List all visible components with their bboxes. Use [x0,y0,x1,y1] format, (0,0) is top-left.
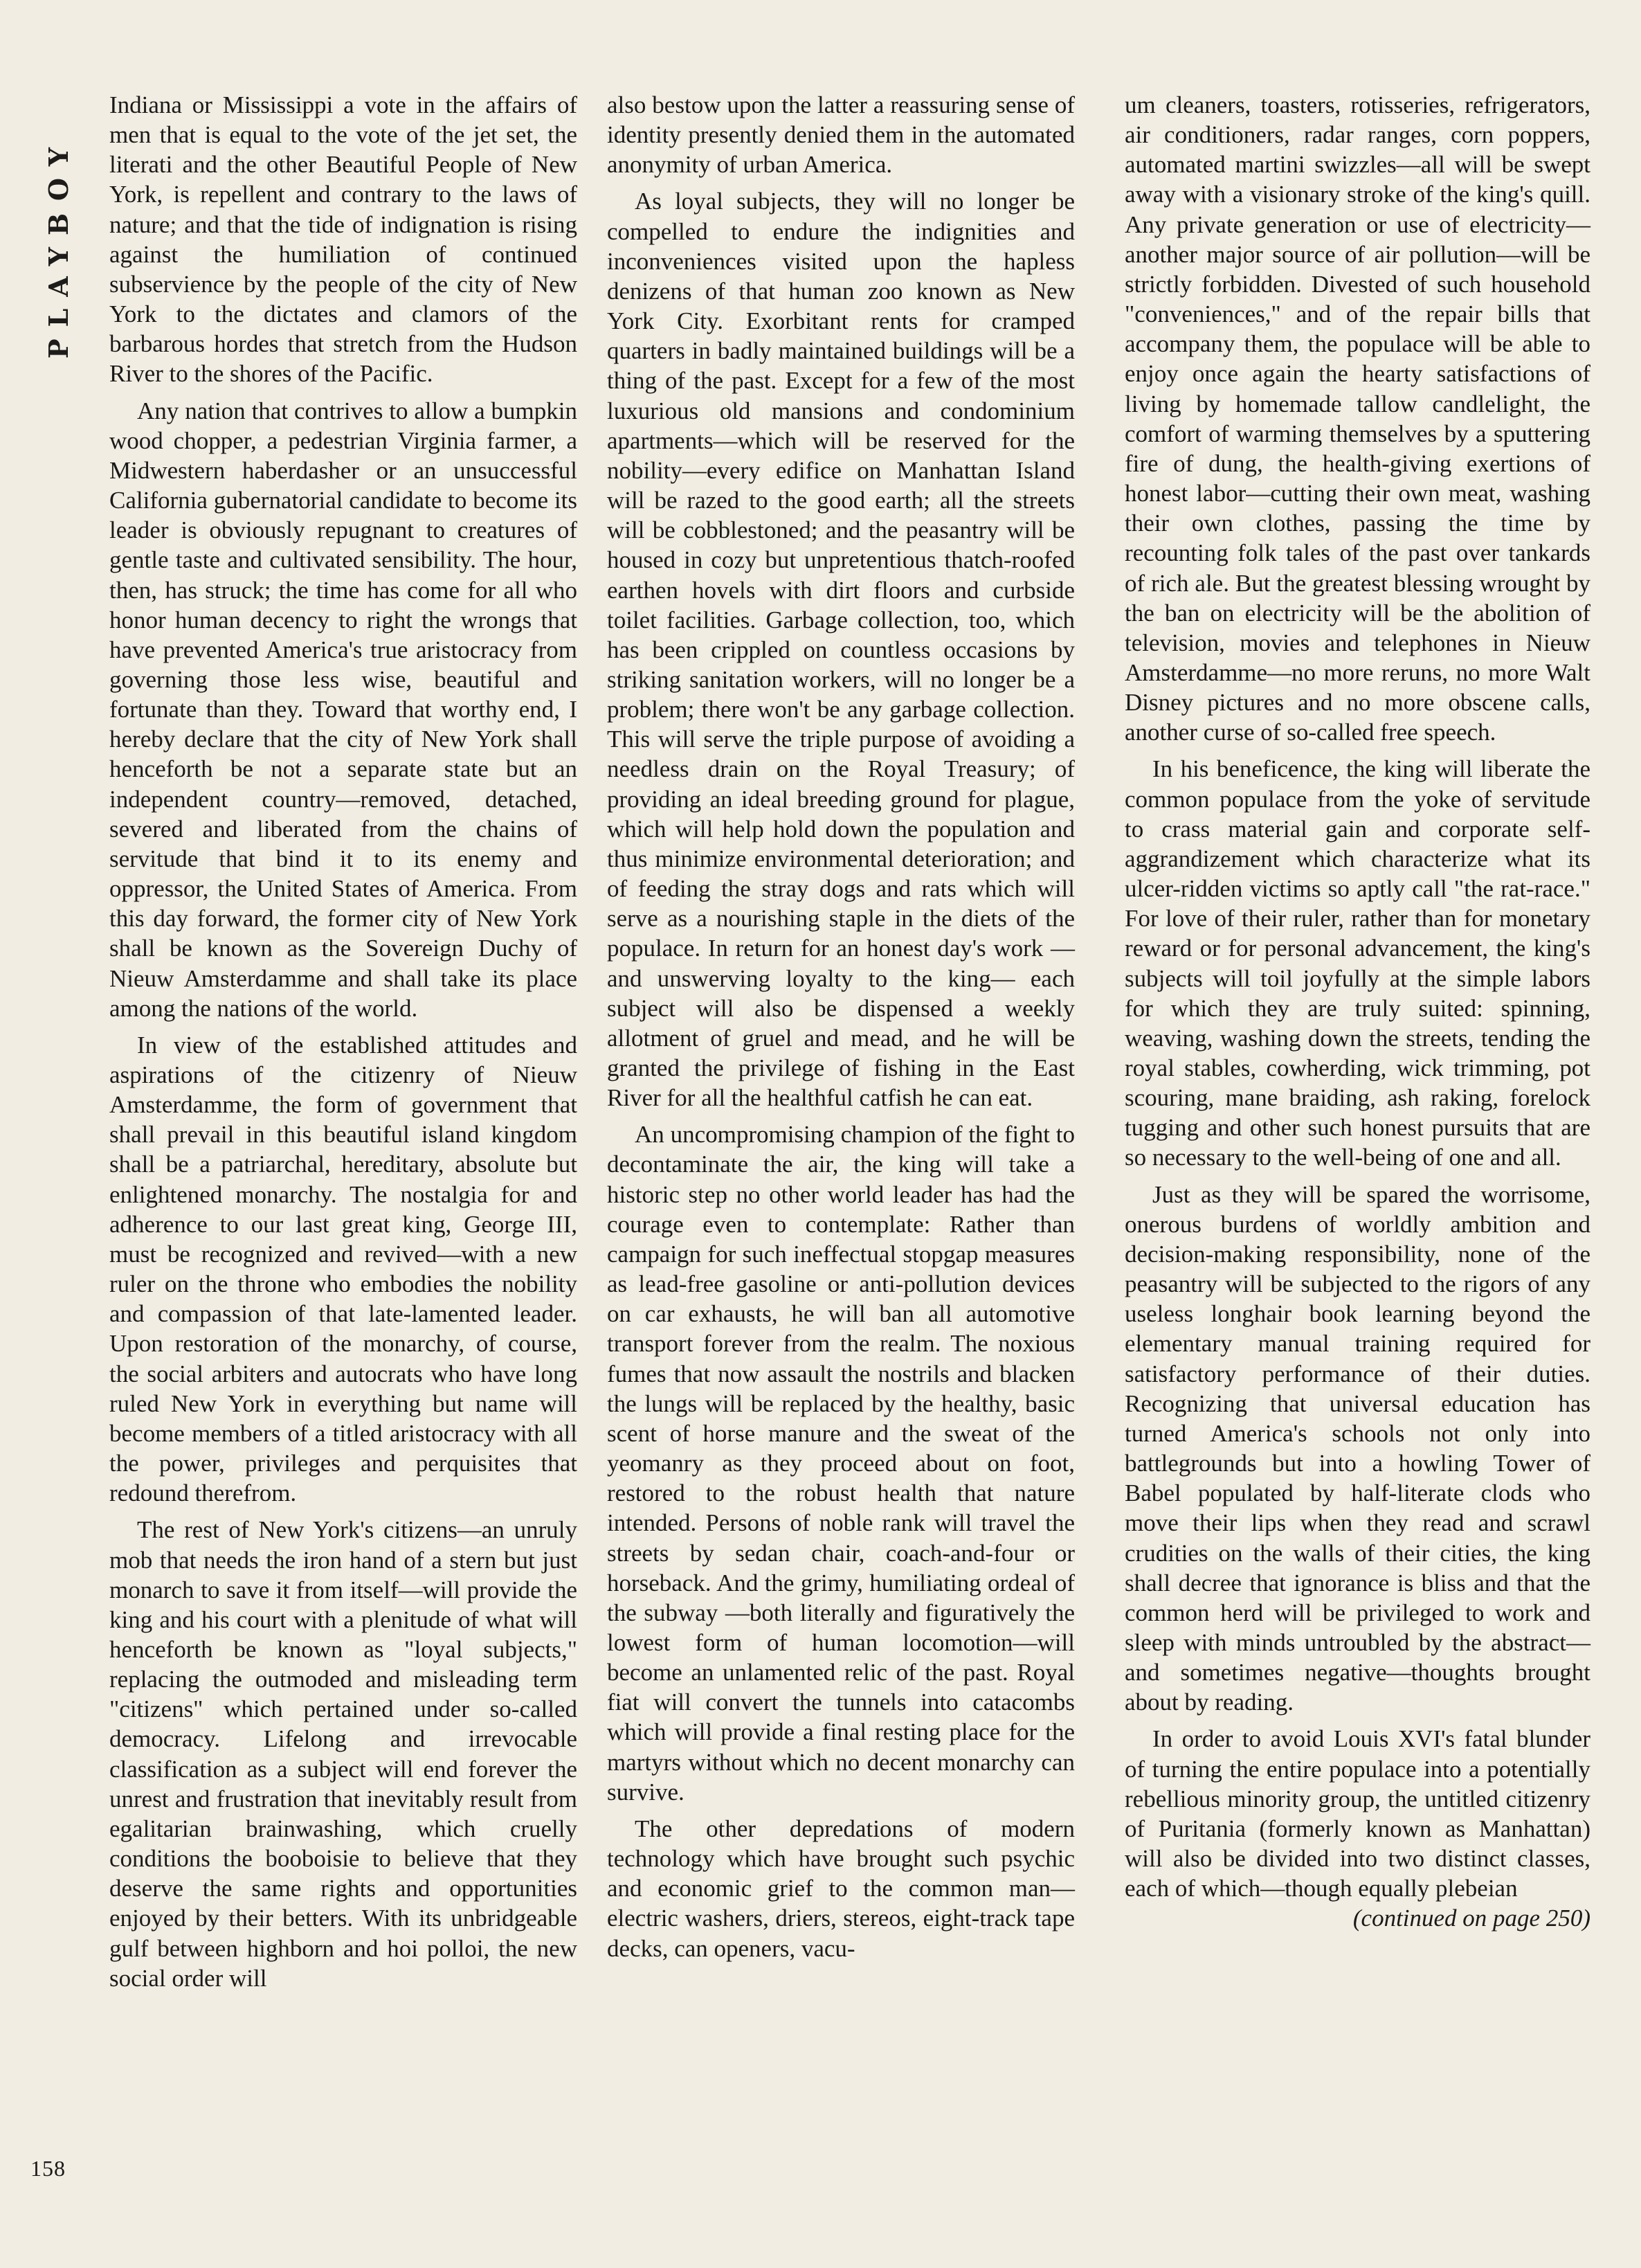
paragraph: In view of the established attitudes and aspirations of the citizenry of Nieuw Amsterdamme, the form of government that shall prevail in this beautiful island kingdom shall be a patriarchal, hereditary, absolute but enlightened monarchy. The nostalgia for and adherence to our last great king, George III, must be recognized and revived—with a new ruler on the throne who embodies the nobility and compassion of that late-lamented leader. Upon restoration of the monarchy, of course, the social arbiters and autocrats who have long ruled New York in everything but name will become members of a titled aristocracy with all the power, privileges and perquisites that redound therefrom. [109,1031,577,1507]
paragraph: also bestow upon the latter a reassuring sense of identity presently denied them in the automated anonymity of urban America. [607,91,1075,179]
paragraph: In his beneficence, the king will liberate the common populace from the yoke of servitude to crass material gain and corporate self-aggrandizement which characterize what its ulcer-ridden victims so aptly call "the rat-race." For love of their ruler, rather than for monetary reward or for personal advancement, the king's subjects will toil joyfully at the simple labors for which they are truly suited: spinning, weaving, washing down the streets, tending the royal stables, cowherding, wick trimming, pot scouring, mane braiding, ash raking, forelock tugging and other such honest pursuits that are so necessary to the well-being of one and all. [1125,755,1590,1171]
column-1 [109,90,577,1993]
page-number: 158 [30,2156,66,2181]
paragraph: The rest of New York's citizens—an unruly mob that needs the iron hand of a stern but just monarch to save it from itself—will provide the king and his court with a plenitude of what will henceforth be known as "loyal subjects," replacing the outmoded and misleading term "citizens" which pertained under so-called democracy. Lifelong and irrevocable classification as a subject will end forever the unrest and frustration that inevitably result from egalitarian brainwashing, which cruelly conditions the booboisie to believe that they deserve the same rights and opportunities enjoyed by their betters. With its unbridgeable gulf between highborn and hoi polloi, the new social order will [109,1516,577,1992]
column-3 [1125,90,1590,1934]
paragraph: An uncompromising champion of the fight to decontaminate the air, the king will take a historic step no other world leader has had the courage even to contemplate: Rather than campaign for such ineffectual stopgap measures as lead-free gasoline or anti-pollution devices on car exhausts, he will ban all automotive transport forever from the realm. The noxious fumes that now assault the nostrils and blacken the lungs will be replaced by the healthy, basic scent of horse manure and the sweat of the yeomanry as they proceed about on foot, restored to the robust health that nature intended. Persons of noble rank will travel the streets by sedan chair, coach-and-four or horseback. And the grimy, humiliating ordeal of the subway —both literally and figuratively the lowest form of human locomotion—will become an unlamented relic of the past. Royal fiat will convert the tunnels into catacombs which will provide a final resting place for the martyrs without which no decent monarchy can survive. [607,1121,1075,1806]
column-2 [607,90,1075,1963]
paragraph: The other depredations of modern technology which have brought such psychic and economic grief to the common man—electric washers, driers, stereos, eight-track tape decks, can openers, vacu- [607,1815,1075,1962]
paragraph: Any nation that contrives to allow a bumpkin wood chopper, a pedestrian Virginia farmer, a Midwestern haberdasher or an unsuccessful California gubernatorial candidate to become its leader is obviously repugnant to creatures of gentle taste and cultivated sensibility. The hour, then, has struck; the time has come for all who honor human decency to right the wrongs that have prevented America's true aristocracy from governing those less wise, beautiful and fortunate than they. Toward that worthy end, I hereby declare that the city of New York shall henceforth be not a separate state but an independent country—removed, detached, severed and liberated from the chains of servitude that bind it to its enemy and oppressor, the United States of America. From this day forward, the former city of New York shall be known as the Sovereign Duchy of Nieuw Amsterdamme and shall take its place among the nations of the world. [109,397,577,1022]
masthead-text: PLAYBOY [43,135,74,359]
continued-note: (continued on page 250) [1352,1905,1590,1932]
paragraph: In order to avoid Louis XVI's fatal blunder of turning the entire populace into a potentially rebellious minority group, the untitled citizenry of Puritania (formerly known as Manhattan) will also be divided into two distinct classes, each of which—though equally plebeian [1125,1725,1590,1902]
paragraph: As loyal subjects, they will no longer be compelled to endure the indignities and inconveniences visited upon the hapless denizens of that human zoo known as New York City. Exorbitant rents for cramped quarters in badly maintained buildings will be a thing of the past. Except for a few of the most luxurious old mansions and condominium apartments—which will be reserved for the nobility—every edifice on Manhattan Island will be razed to the good earth; all the streets will be cobblestoned; and the peasantry will be housed in cozy but unpretentious thatch-roofed earthen hovels with dirt floors and curbside toilet facilities. Garbage collection, too, which has been crippled on countless occasions by striking sanitation workers, will no longer be a problem; there won't be any garbage collection. This will serve the triple purpose of avoiding a needless drain on the Royal Treasury; of providing an ideal breeding ground for plague, which will help hold down the population and thus minimize environmental deterioration; and of feeding the stray dogs and rats which will serve as a nourishing staple in the diets of the populace. In return for an honest day's work —and unswerving loyalty to the king— each subject will also be dispensed a weekly allotment of gruel and mead, and he will be granted the privilege of fishing in the East River for all the healthful catfish he can eat. [607,188,1075,1112]
paragraph: um cleaners, toasters, rotisseries, refrigerators, air conditioners, radar ranges, corn poppers, automated martini swizzles—all will be swept away with a visionary stroke of the king's quill. Any private generation or use of electricity—another major source of air pollution—will be strictly forbidden. Divested of such household "conveniences," and of the repair bills that accompany them, the populace will be able to enjoy once again the hearty satisfactions of living by homemade tallow candlelight, the comfort of warming themselves by a sputtering fire of dung, the health-giving exertions of honest labor—cutting their own meat, washing their own clothes, passing the time by recounting folk tales of the past over tankards of rich ale. But the greatest blessing wrought by the ban on electricity will be the abolition of television, movies and telephones in Nieuw Amsterdamme—no more reruns, no more Walt Disney pictures and no more obscene calls, another curse of so-called free speech. [1125,91,1590,746]
paragraph: Indiana or Mississippi a vote in the affairs of men that is equal to the vote of the jet set, the literati and the other Beautiful People of New York, is repellent and contrary to the laws of nature; and that the tide of indignation is rising against the humiliation of continued subservience by the people of the city of New York to the dictates and clamors of the barbarous hordes that stretch from the Hudson River to the shores of the Pacific. [109,91,577,388]
paragraph: Just as they will be spared the worrisome, onerous burdens of worldly ambition and decision-making responsibility, none of the peasantry will be subjected to the rigors of any useless longhair book learning beyond the elementary manual training required for satisfactory performance of their duties. Recognizing that universal education has turned America's schools not only into battlegrounds but into a howling Tower of Babel populated by half-literate clods who move their lips when they read and scrawl crudities on the walls of their cities, the king shall decree that ignorance is bliss and that the common herd will be privileged to work and sleep with minds untroubled by the abstract—and sometimes negative—thoughts brought about by reading. [1125,1180,1590,1716]
masthead-logo [43,96,78,359]
